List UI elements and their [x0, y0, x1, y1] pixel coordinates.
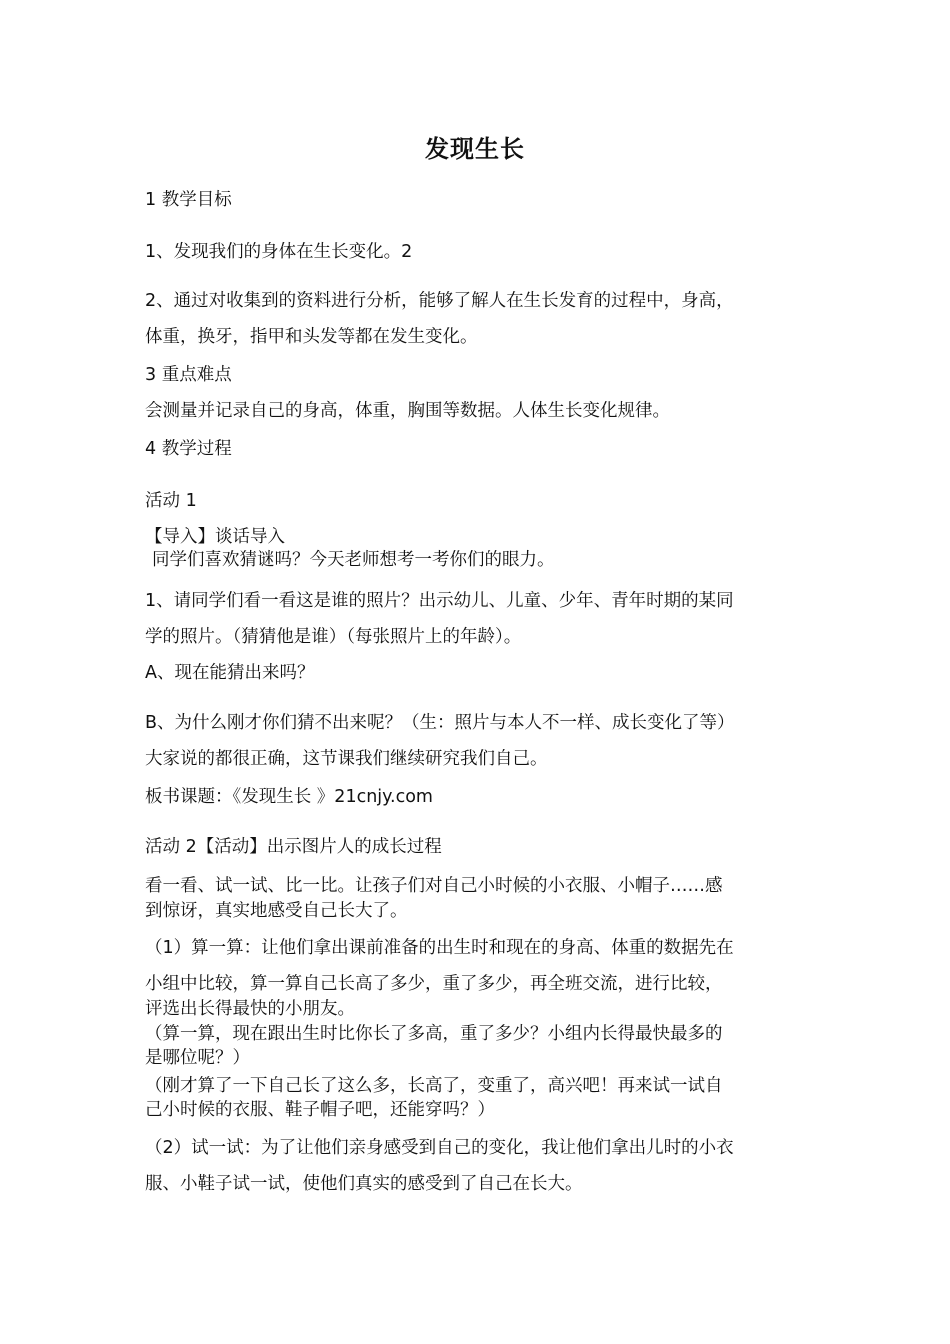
key-points-text: 会测量并记录自己的身高，体重，胸围等数据。人体生长变化规律。: [145, 401, 670, 421]
goal-item-2-line-1: 2、通过对收集到的资料进行分析，能够了解人在生长发育的过程中，身高，: [145, 291, 734, 311]
activity-1-intro-label: 【导入】谈话导入: [145, 527, 285, 547]
activity-1-heading: 活动 1: [145, 491, 197, 511]
activity-2-calc-question-line-2: 是哪位呢？）: [145, 1048, 250, 1068]
activity-1-intro-text: 同学们喜欢猜谜吗？今天老师想考一考你们的眼力。: [152, 550, 555, 570]
activity-2-try-prompt-line-1: （刚才算了一下自己长了这么多，长高了，变重了，高兴吧！再来试一试自: [145, 1076, 723, 1096]
heading-key-points: 3 重点难点: [145, 365, 232, 385]
activity-1-summary: 大家说的都很正确，这节课我们继续研究我们自己。: [145, 749, 548, 769]
activity-2-calc-line-3: 评选出长得最快的小朋友。: [145, 999, 355, 1019]
activity-2-try-line-1: （2）试一试：为了让他们亲身感受到自己的变化，我让他们拿出儿时的小衣: [145, 1138, 734, 1158]
activity-2-try-prompt-line-2: 己小时候的衣服、鞋子帽子吧，还能穿吗？）: [145, 1100, 495, 1120]
goal-item-2-line-2: 体重，换牙，指甲和头发等都在发生变化。: [145, 327, 478, 347]
activity-2-try-line-2: 服、小鞋子试一试，使他们真实的感受到了自己在长大。: [145, 1174, 583, 1194]
activity-2-intro-line-2: 到惊讶，真实地感受自己长大了。: [145, 901, 408, 921]
heading-teaching-goals: 1 教学目标: [145, 190, 232, 210]
activity-1-question-b: B、为什么刚才你们猜不出来呢？（生：照片与本人不一样、成长变化了等）: [145, 713, 735, 733]
activity-1-question-a: A、现在能猜出来吗？: [145, 663, 315, 683]
board-topic: 板书课题：《发现生长 》21cnjy.com: [145, 787, 433, 807]
activity-2-heading: 活动 2【活动】出示图片人的成长过程: [145, 837, 442, 857]
page-title: 发现生长: [425, 135, 525, 163]
activity-2-intro-line-1: 看一看、试一试、比一比。让孩子们对自己小时候的小衣服、小帽子……感: [145, 876, 723, 896]
activity-2-calc-line-2: 小组中比较，算一算自己长高了多少，重了多少，再全班交流，进行比较，: [145, 974, 723, 994]
activity-1-step-1-line-1: 1、请同学们看一看这是谁的照片？出示幼儿、儿童、少年、青年时期的某同: [145, 591, 734, 611]
goal-item-1: 1、发现我们的身体在生长变化。2: [145, 242, 413, 262]
activity-1-step-1-line-2: 学的照片。（猜猜他是谁）（每张照片上的年龄）。: [145, 627, 522, 647]
activity-2-calc-line-1: （1）算一算：让他们拿出课前准备的出生时和现在的身高、体重的数据先在: [145, 938, 734, 958]
activity-2-calc-question-line-1: （算一算，现在跟出生时比你长了多高，重了多少？小组内长得最快最多的: [145, 1024, 723, 1044]
heading-teaching-process: 4 教学过程: [145, 439, 232, 459]
